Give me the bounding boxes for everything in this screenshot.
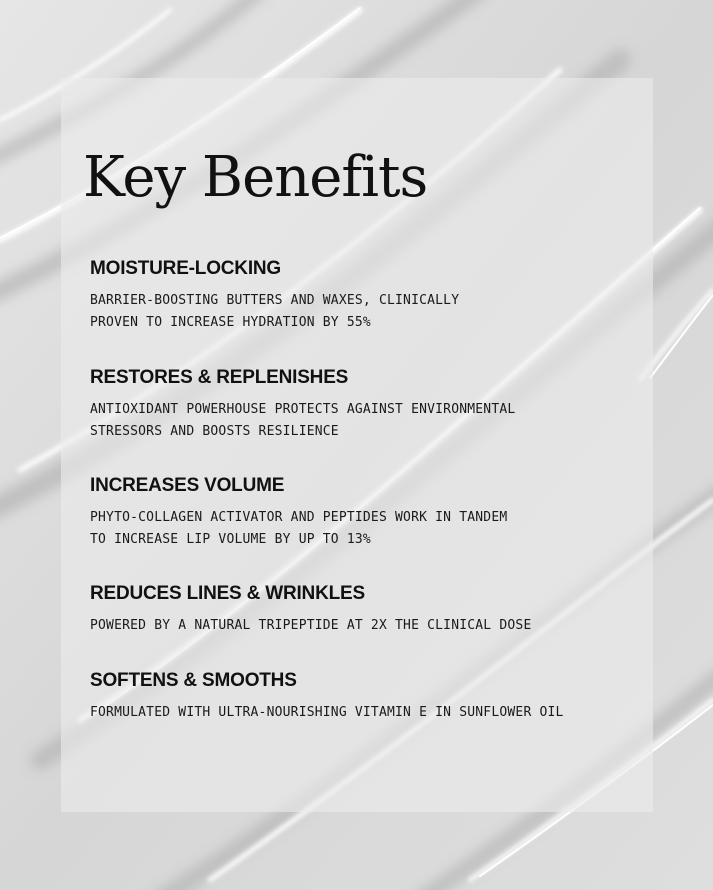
- benefit-description: ANTIOXIDANT POWERHOUSE PROTECTS AGAINST ENVIRONMENTAL STRESSORS AND BOOSTS RESILIENCE: [90, 402, 516, 439]
- benefit-restores-replenishes: [90, 367, 650, 443]
- benefit-heading: INCREASES VOLUME: [90, 475, 285, 496]
- benefit-heading: REDUCES LINES & WRINKLES: [90, 583, 365, 604]
- benefit-description: FORMULATED WITH ULTRA-NOURISHING VITAMIN E IN SUNFLOWER OIL: [90, 705, 564, 720]
- benefit-heading: SOFTENS & SMOOTHS: [90, 670, 297, 691]
- benefit-moisture-locking: [90, 258, 650, 334]
- benefit-heading: RESTORES & REPLENISHES: [90, 367, 349, 388]
- benefit-description: PHYTO-COLLAGEN ACTIVATOR AND PEPTIDES WORK IN TANDEM TO INCREASE LIP VOLUME BY UP TO 13%: [90, 510, 508, 547]
- benefit-increases-volume: [90, 475, 650, 551]
- benefit-description: BARRIER-BOOSTING BUTTERS AND WAXES, CLINICALLY PROVEN TO INCREASE HYDRATION BY 55%: [90, 293, 460, 330]
- page-title: Key Benefits: [83, 145, 428, 210]
- benefit-reduces-lines-wrinkles: [90, 583, 650, 637]
- benefit-softens-smooths: [90, 670, 650, 724]
- benefit-description: POWERED BY A NATURAL TRIPEPTIDE AT 2X THE CLINICAL DOSE: [90, 618, 532, 633]
- benefit-heading: MOISTURE-LOCKING: [90, 258, 282, 279]
